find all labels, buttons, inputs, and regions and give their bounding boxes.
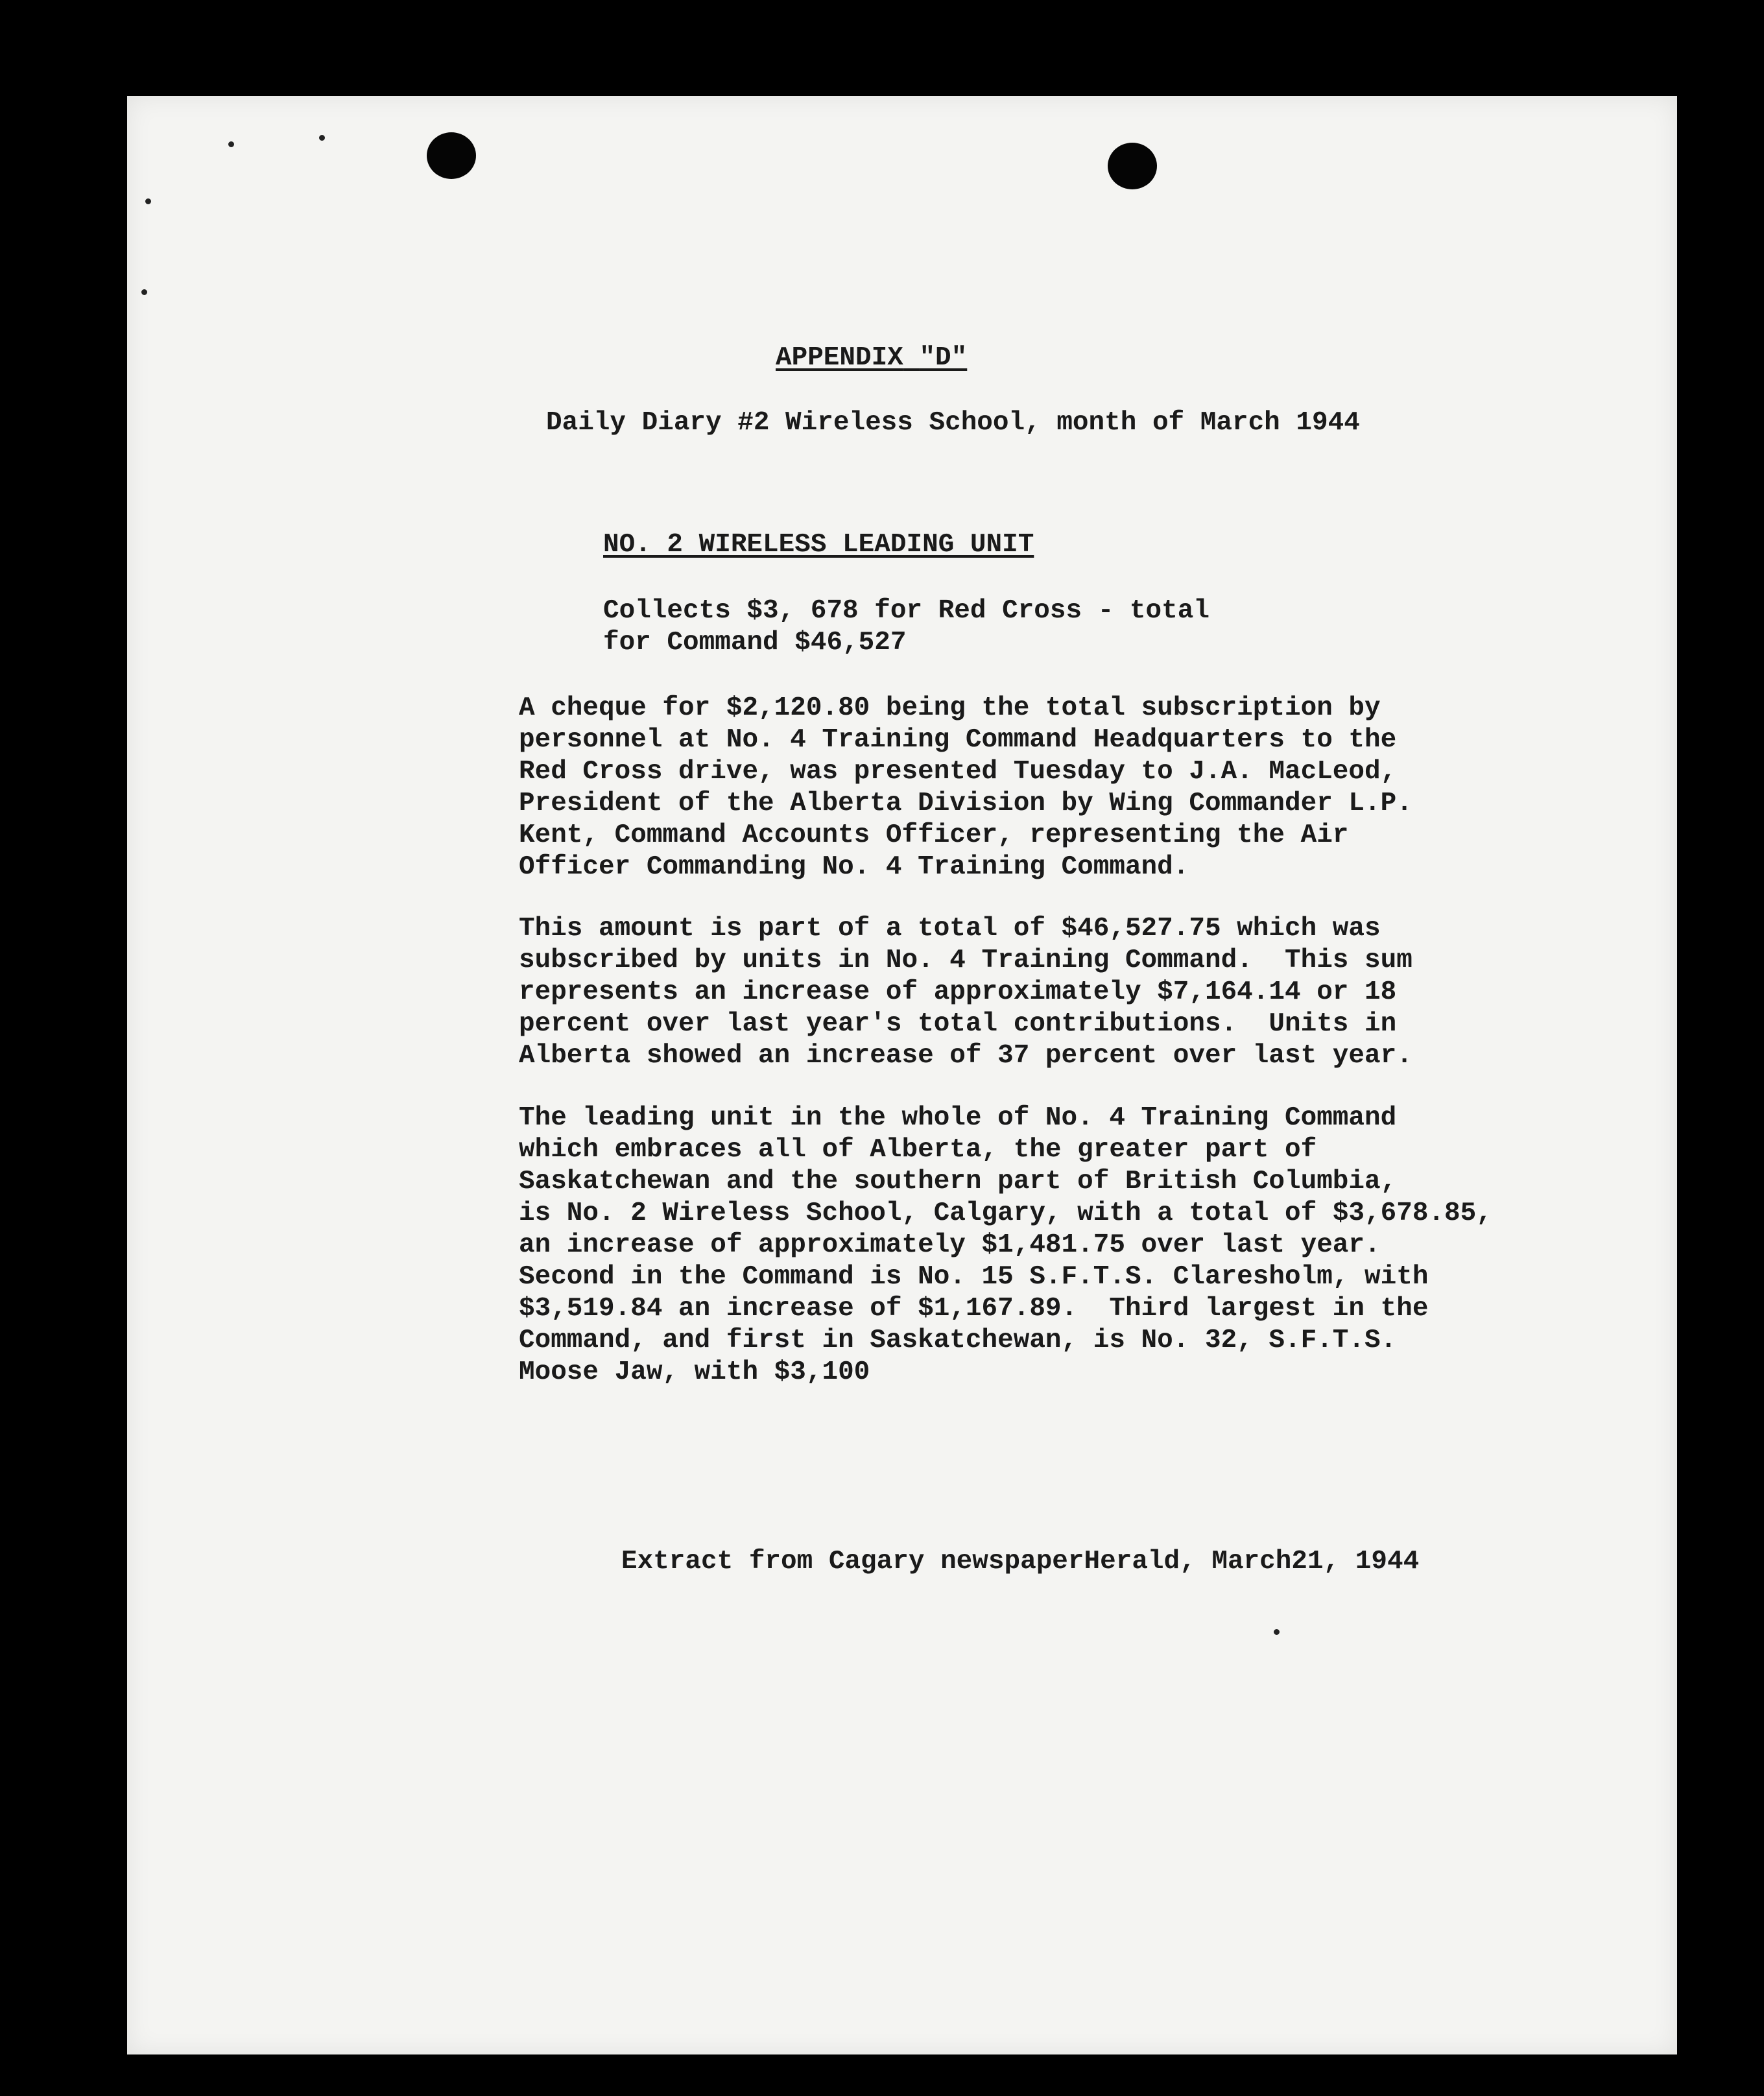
- section-heading: NO. 2 WIRELESS LEADING UNIT: [603, 530, 1034, 560]
- paragraph-2: [519, 913, 1412, 1072]
- paper-speck: [1274, 1629, 1280, 1635]
- text-line: Kent, Command Accounts Officer, representing the Air: [519, 820, 1349, 850]
- text-line: The leading unit in the whole of No. 4 Training Command: [519, 1103, 1397, 1133]
- text-line: $3,519.84 an increase of $1,167.89. Third largest in the: [519, 1294, 1429, 1324]
- text-line: Saskatchewan and the southern part of British Columbia,: [519, 1167, 1397, 1197]
- headline-line: for Command $46,527: [603, 628, 907, 658]
- text-line: Command, and first in Saskatchewan, is No. 32, S.F.T.S.: [519, 1326, 1397, 1355]
- text-line: Moose Jaw, with $3,100: [519, 1357, 870, 1387]
- text-line: an increase of approximately $1,481.75 over last year.: [519, 1230, 1381, 1260]
- text-line: which embraces all of Alberta, the greater part of: [519, 1135, 1317, 1165]
- text-line: personnel at No. 4 Training Command Headquarters to the: [519, 725, 1397, 755]
- punch-hole-left: [427, 132, 476, 179]
- text-line: percent over last year's total contributions. Units in: [519, 1009, 1397, 1039]
- text-line: Alberta showed an increase of 37 percent over last year.: [519, 1041, 1412, 1071]
- article-headline: [603, 595, 1210, 659]
- text-line: President of the Alberta Division by Wing Commander L.P.: [519, 789, 1412, 818]
- text-line: Officer Commanding No. 4 Training Command.: [519, 852, 1189, 882]
- paragraph-3: [519, 1102, 1492, 1388]
- document-page: [127, 96, 1677, 2054]
- paragraph-1: [519, 693, 1412, 883]
- paper-speck: [145, 198, 151, 204]
- text-line: subscribed by units in No. 4 Training Command. This sum: [519, 946, 1412, 975]
- paper-speck: [141, 289, 147, 295]
- text-line: A cheque for $2,120.80 being the total subscription by: [519, 693, 1381, 723]
- appendix-letter: "D": [919, 343, 968, 373]
- headline-line: Collects $3, 678 for Red Cross - total: [603, 596, 1210, 626]
- text-line: Red Cross drive, was presented Tuesday to J.A. MacLeod,: [519, 757, 1397, 787]
- punch-hole-right: [1108, 143, 1157, 189]
- text-line: represents an increase of approximately $7,164.14 or 18: [519, 977, 1397, 1007]
- source-note: Extract from Cagary newspaperHerald, March21, 1944: [621, 1547, 1420, 1577]
- text-line: Second in the Command is No. 15 S.F.T.S. Claresholm, with: [519, 1262, 1429, 1292]
- text-line: is No. 2 Wireless School, Calgary, with a total of $3,678.85,: [519, 1198, 1492, 1228]
- appendix-label: APPENDIX: [776, 343, 903, 373]
- appendix-title: [776, 342, 967, 374]
- paper-speck: [228, 141, 234, 147]
- text-line: This amount is part of a total of $46,527.75 which was: [519, 914, 1381, 944]
- paper-speck: [319, 135, 325, 141]
- document-subtitle: Daily Diary #2 Wireless School, month of March 1944: [546, 408, 1360, 438]
